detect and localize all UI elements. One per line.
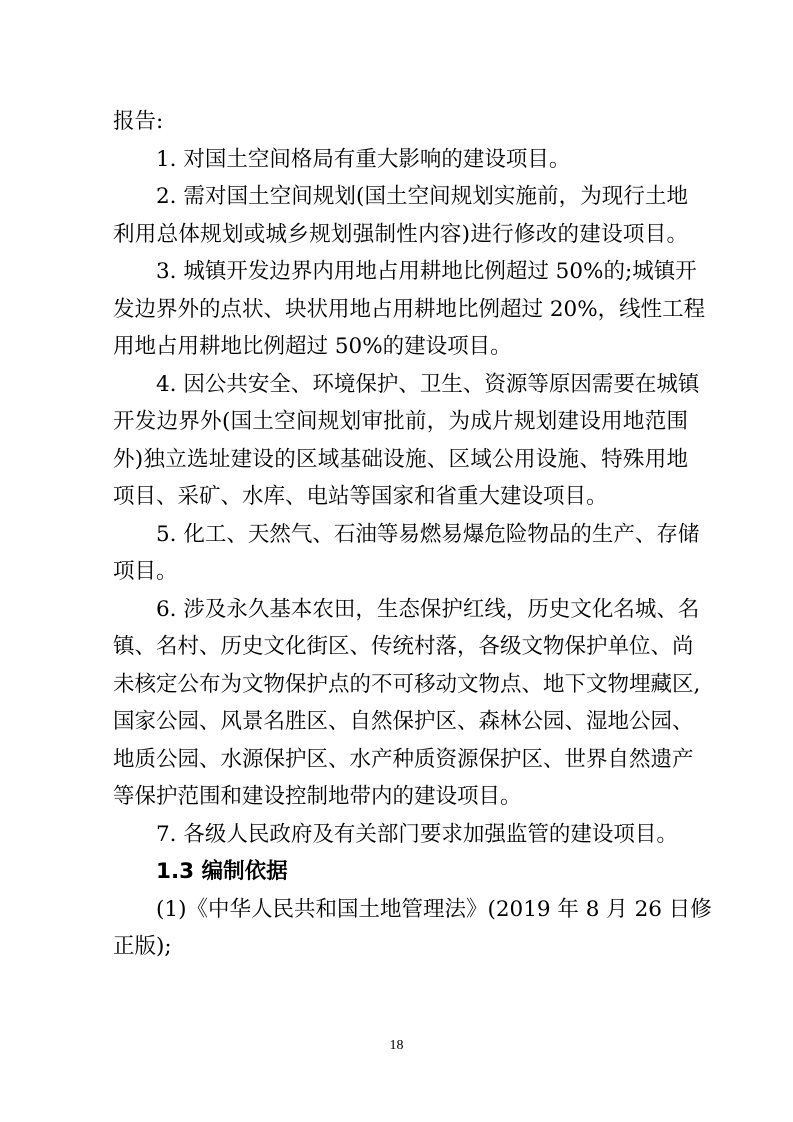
list-item-3-line-3: 用地占用耕地比例超过 50%的建设项目。 <box>113 334 512 359</box>
paragraph-line: 报告: <box>113 109 164 134</box>
section-heading: 1.3 编制依据 <box>156 859 288 884</box>
list-item-2-line-2: 利用总体规划或城乡规划强制性内容)进行修改的建设项目。 <box>113 221 688 247</box>
list-item-6-line-1: 6. 涉及永久基本农田，生态保护红线，历史文化名城、名 <box>156 596 700 622</box>
list-item-6-line-6: 等保护范围和建设控制地带内的建设项目。 <box>113 784 522 809</box>
list-item-4-line-1: 4. 因公共安全、环境保护、卫生、资源等原因需要在城镇 <box>156 371 700 397</box>
list-item-4-line-2: 开发边界外(国土空间规划审批前，为成片规划建设用地范围 <box>113 409 688 434</box>
list-item-3-line-1: 3. 城镇开发边界内用地占用耕地比例超过 50%的;城镇开 <box>156 259 697 284</box>
reference-item-1-line-1: (1)《中华人民共和国土地管理法》(2019 年 8 月 26 日修 <box>156 896 712 922</box>
page-number: 18 <box>389 1038 404 1053</box>
list-item-2-line-1: 2. 需对国土空间规划(国土空间规划实施前，为现行土地 <box>156 184 688 209</box>
list-item-7: 7. 各级人民政府及有关部门要求加强监管的建设项目。 <box>156 821 678 847</box>
list-item-4-line-4: 项目、采矿、水库、电站等国家和省重大建设项目。 <box>113 484 608 509</box>
list-item-5-line-2: 项目。 <box>113 559 178 584</box>
reference-item-1-line-2: 正版); <box>113 934 172 959</box>
document-body <box>113 103 712 966</box>
list-item-6-line-2: 镇、名村、历史文化街区、传统村落，各级文物保护单位、尚 <box>113 634 694 659</box>
list-item-6-line-5: 地质公园、水源保护区、水产种质资源保护区、世界自然遗产 <box>113 746 694 772</box>
list-item-1: 1. 对国土空间格局有重大影响的建设项目。 <box>156 146 571 172</box>
list-item-3-line-2: 发边界外的点状、块状用地占用耕地比例超过 20%，线性工程 <box>113 296 706 322</box>
list-item-5-line-1: 5. 化工、天然气、石油等易燃易爆危险物品的生产、存储 <box>156 521 700 547</box>
list-item-6-line-4: 国家公园、风景名胜区、自然保护区、森林公园、湿地公园、 <box>113 709 694 734</box>
list-item-6-line-3: 未核定公布为文物保护点的不可移动文物点、地下文物埋藏区, <box>113 671 701 697</box>
list-item-4-line-3: 外)独立选址建设的区域基础设施、区域公用设施、特殊用地 <box>113 446 688 472</box>
